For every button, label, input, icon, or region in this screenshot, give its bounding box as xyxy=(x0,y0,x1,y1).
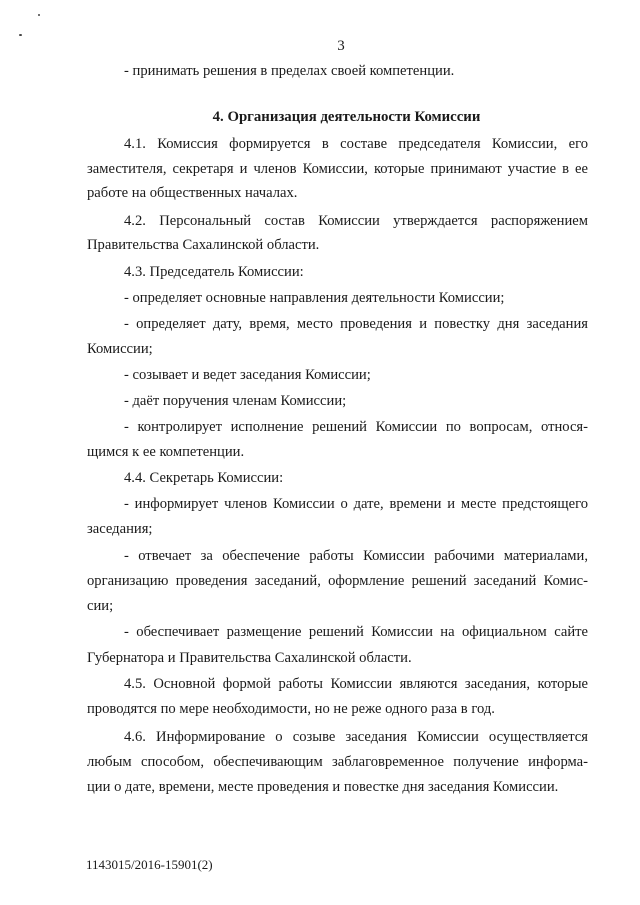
page-number: 3 xyxy=(337,38,345,54)
text-line: Правительства Сахалинской области. xyxy=(87,237,320,253)
text-line: - обеспечивает размещение решений Комиссии на официальном сайте xyxy=(124,624,588,640)
text-line: любым способом, обеспечивающим заблаговременное получение информа- xyxy=(87,754,588,770)
document-code: 1143015/2016-15901(2) xyxy=(86,857,213,872)
text-line: 4.3. Председатель Комиссии: xyxy=(124,264,304,280)
text-line: сии; xyxy=(87,598,114,614)
text-line: Губернатора и Правительства Сахалинской области. xyxy=(87,650,412,666)
text-line: щимся к ее компетенции. xyxy=(87,444,245,460)
text-line: - даёт поручения членам Комиссии; xyxy=(124,393,347,409)
text-line: Комиссии; xyxy=(87,341,153,357)
text-line: 4.1. Комиссия формируется в составе председателя Комиссии, его xyxy=(124,136,588,152)
text-line: проводятся по мере необходимости, но не реже одного раза в год. xyxy=(87,701,495,717)
scan-speck xyxy=(19,34,22,36)
text-line: ции о дате, времени, месте проведения и повестке дня заседания Комиссии. xyxy=(87,779,559,795)
text-line: - информирует членов Комиссии о дате, времени и месте предстоящего xyxy=(124,496,588,512)
scan-speck xyxy=(38,14,40,16)
text-line: заместителя, секретаря и членов Комиссии, которые принимают участие в ее xyxy=(87,161,588,177)
text-line: работе на общественных началах. xyxy=(87,185,298,201)
text-line: - определяет дату, время, место проведения и повестку дня заседания xyxy=(124,316,588,332)
text-line: - созывает и ведет заседания Комиссии; xyxy=(124,367,371,383)
text-line: 4.5. Основной формой работы Комиссии являются заседания, которые xyxy=(124,676,588,692)
text-line: заседания; xyxy=(87,521,153,537)
text-line: - принимать решения в пределах своей компетенции. xyxy=(124,63,455,79)
text-line: - контролирует исполнение решений Комиссии по вопросам, относя- xyxy=(124,419,588,435)
text-line: 4.6. Информирование о созыве заседания Комиссии осуществляется xyxy=(124,729,588,745)
text-line: организацию проведения заседаний, оформление решений заседаний Комис- xyxy=(87,573,588,589)
text-line: 4.2. Персональный состав Комиссии утверждается распоряжением xyxy=(124,213,588,229)
text-line: - определяет основные направления деятельности Комиссии; xyxy=(124,290,505,306)
text-line: - отвечает за обеспечение работы Комиссии рабочими материалами, xyxy=(124,548,588,564)
text-line: 4.4. Секретарь Комиссии: xyxy=(124,470,284,486)
section-heading: 4. Организация деятельности Комиссии xyxy=(212,109,481,125)
